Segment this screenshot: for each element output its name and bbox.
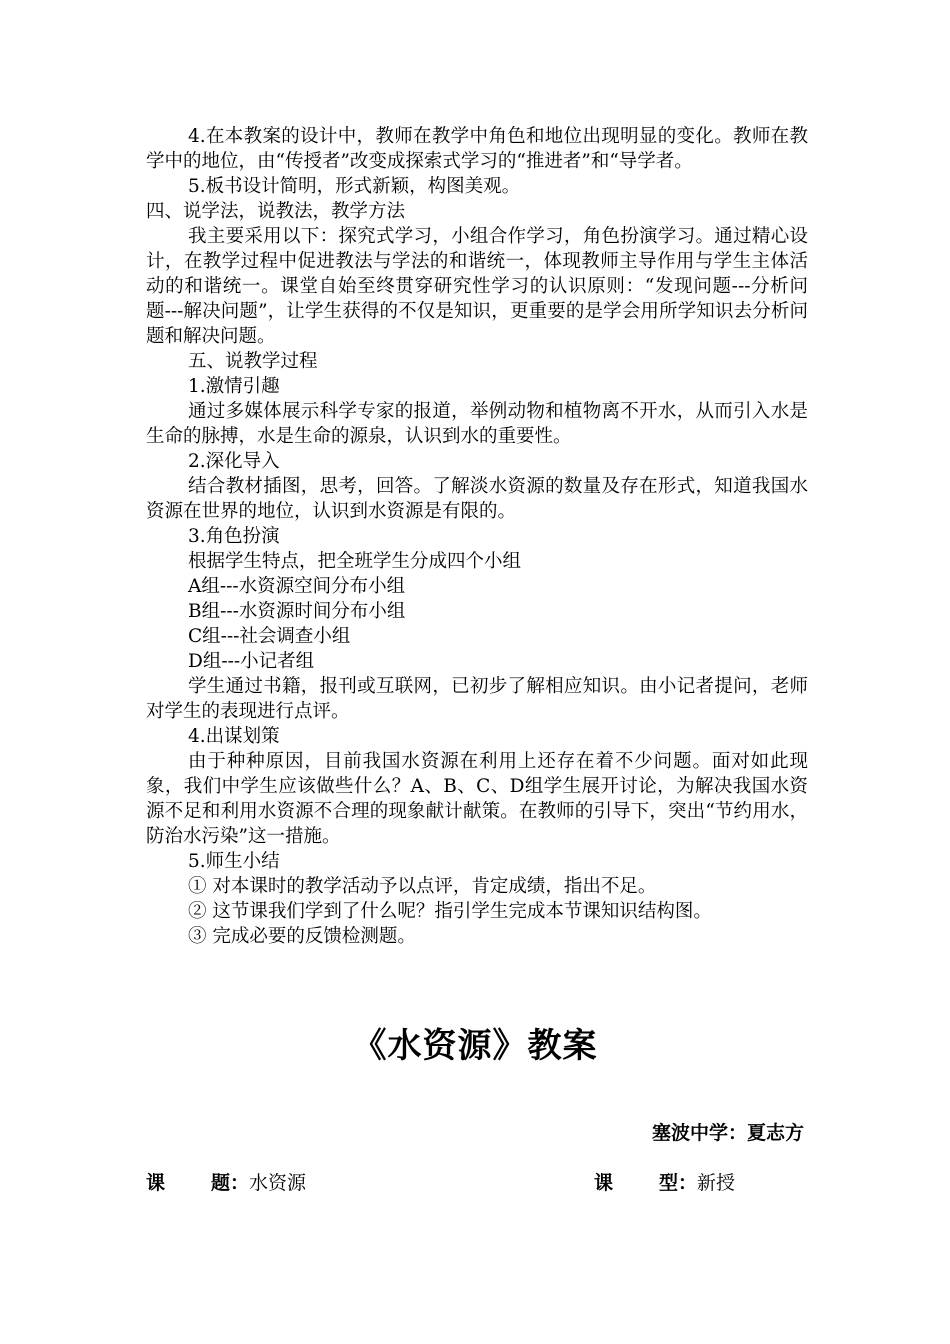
paragraph: ② 这节课我们学到了什么呢？指引学生完成本节课知识结构图。 [188, 901, 712, 922]
topic-label-b: 题： [211, 1172, 250, 1194]
body-text [146, 124, 808, 949]
paragraph: 五、说教学过程 [188, 351, 318, 372]
paragraph: 学生通过书籍，报刊或互联网，已初步了解相应知识。由小记者提问，老师对学生的表现进行点评。 [146, 676, 808, 722]
topic-field [146, 1170, 306, 1196]
document-title: 《水资源》教案 [352, 1026, 598, 1066]
paragraph: 3.角色扮演 [188, 526, 280, 547]
paragraph: 我主要采用以下：探究式学习，小组合作学习，角色扮演学习。通过精心设计，在教学过程中促进教法与学法的和谐统一，体现教师主导作用与学生主体活动的和谐统一。课堂自始至终贯穿研究性学习的认识原则：“发现问题---分析问题---解决问题”，让学生获得的不仅是知识，更重要的是学会用所学知识去分析问题和解决问题。 [146, 226, 808, 347]
topic-value: 水资源 [249, 1172, 307, 1194]
paragraph: 4.出谋划策 [188, 726, 280, 747]
type-field [594, 1170, 735, 1196]
paragraph: ① 对本课时的教学活动予以点评，肯定成绩，指出不足。 [188, 876, 657, 897]
paragraph: C组---社会调查小组 [188, 626, 351, 647]
paragraph: 四、说学法，说教法，教学方法 [146, 201, 406, 222]
paragraph: D组---小记者组 [188, 651, 315, 672]
type-value: 新授 [697, 1172, 736, 1194]
type-label-a: 课 [594, 1172, 614, 1194]
paragraph: 2.深化导入 [188, 451, 280, 472]
type-label-b: 型： [659, 1172, 698, 1194]
paragraph: 4.在本教案的设计中，教师在教学中角色和地位出现明显的变化。教师在教学中的地位，由“传授者”改变成探索式学习的“推进者”和“导学者。 [146, 126, 808, 172]
paragraph: 5.板书设计简明，形式新颖，构图美观。 [188, 176, 521, 197]
paragraph: 1.激情引趣 [188, 376, 280, 397]
paragraph: B组---水资源时间分布小组 [188, 601, 406, 622]
paragraph: A组---水资源空间分布小组 [188, 576, 406, 597]
paragraph: 通过多媒体展示科学专家的报道，举例动物和植物离不开水，从而引入水是生命的脉搏，水是生命的源泉，认识到水的重要性。 [146, 401, 808, 447]
topic-label-a: 课 [146, 1172, 166, 1194]
paragraph: ③ 完成必要的反馈检测题。 [188, 926, 416, 947]
author-line: 塞波中学：夏志方 [651, 1122, 804, 1144]
paragraph: 结合教材插图，思考，回答。了解淡水资源的数量及存在形式，知道我国水资源在世界的地位，认识到水资源是有限的。 [146, 476, 808, 522]
paragraph: 由于种种原因，目前我国水资源在利用上还存在着不少问题。面对如此现象，我们中学生应该做些什么？A、B、C、D组学生展开讨论，为解决我国水资源不足和利用水资源不合理的现象献计献策。在教师的引导下，突出“节约用水，防治水污染”这一措施。 [146, 751, 808, 847]
paragraph: 根据学生特点，把全班学生分成四个小组 [188, 551, 522, 572]
paragraph: 5.师生小结 [188, 851, 280, 872]
